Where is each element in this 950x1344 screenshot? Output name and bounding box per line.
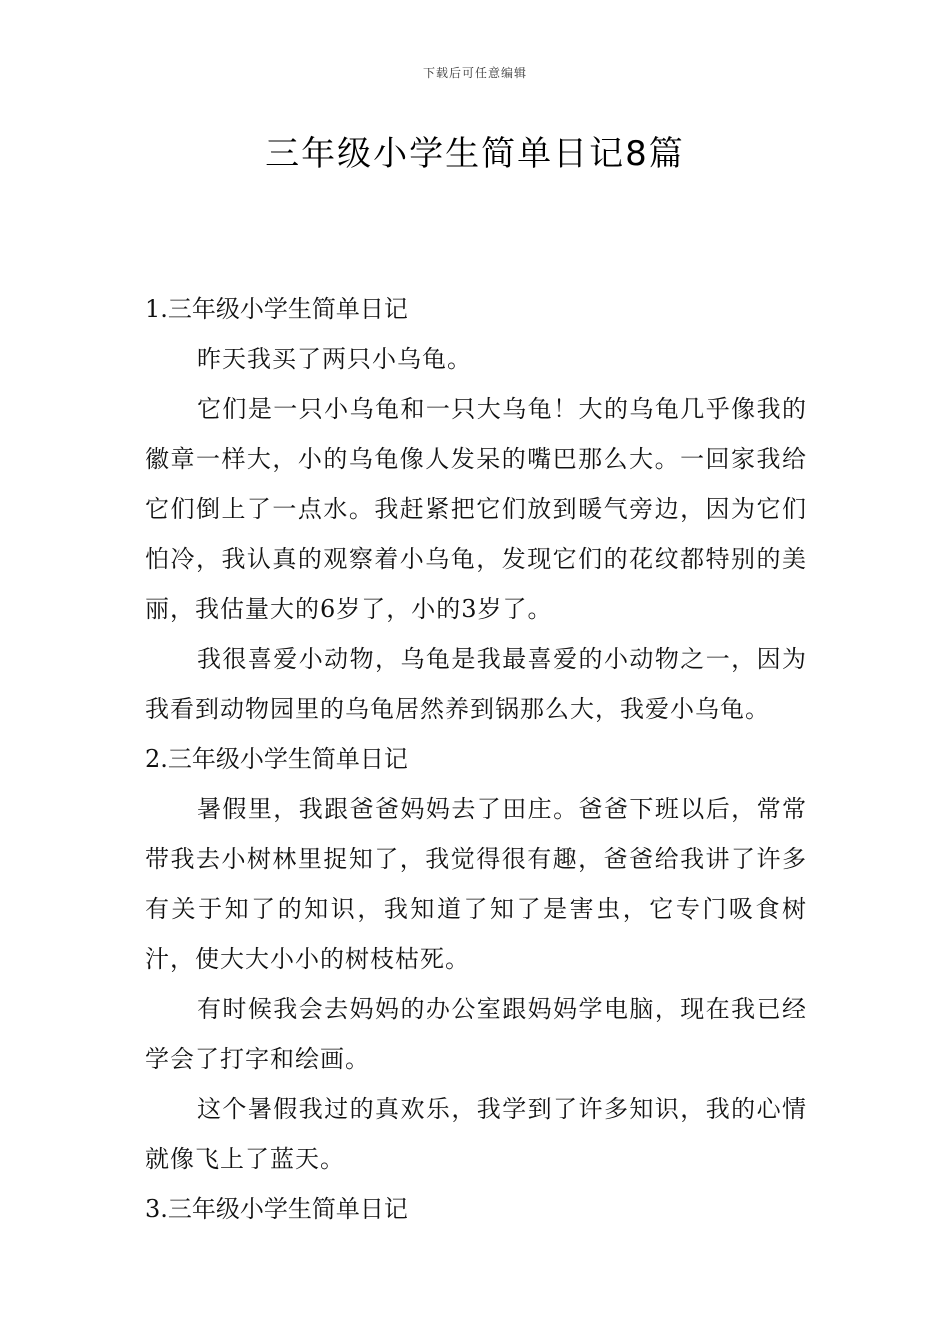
section-heading: 3.三年级小学生简单日记: [145, 1195, 408, 1223]
diary-section-3: [145, 1184, 807, 1234]
paragraph: 我很喜爱小动物，乌龟是我最喜爱的小动物之一，因为我看到动物园里的乌龟居然养到锅那么大，我爱小乌龟。: [145, 645, 807, 723]
section-heading: 1.三年级小学生简单日记: [145, 295, 408, 323]
paragraph: 暑假里，我跟爸爸妈妈去了田庄。爸爸下班以后，常常带我去小树林里捉知了，我觉得很有趣，爸爸给我讲了许多有关于知了的知识，我知道了知了是害虫，它专门吸食树汁，使大大小小的树枝枯死。: [145, 795, 807, 973]
paragraph: 这个暑假我过的真欢乐，我学到了许多知识，我的心情就像飞上了蓝天。: [145, 1095, 807, 1173]
paragraph: 有时候我会去妈妈的办公室跟妈妈学电脑，现在我已经学会了打字和绘画。: [145, 995, 807, 1073]
document-body: [145, 284, 807, 1234]
document-title: 三年级小学生简单日记8篇: [265, 134, 685, 174]
diary-section-2: [145, 734, 807, 1184]
section-heading: 2.三年级小学生简单日记: [145, 745, 408, 773]
diary-section-1: [145, 284, 807, 734]
paragraph: 昨天我买了两只小乌龟。: [197, 345, 472, 373]
header-note: 下载后可任意编辑: [422, 66, 527, 80]
paragraph: 它们是一只小乌龟和一只大乌龟！大的乌龟几乎像我的徽章一样大，小的乌龟像人发呆的嘴巴那么大。一回家我给它们倒上了一点水。我赶紧把它们放到暖气旁边，因为它们怕冷，我认真的观察着小乌龟，发现它们的花纹都特别的美丽，我估量大的6岁了，小的3岁了。: [145, 395, 807, 623]
